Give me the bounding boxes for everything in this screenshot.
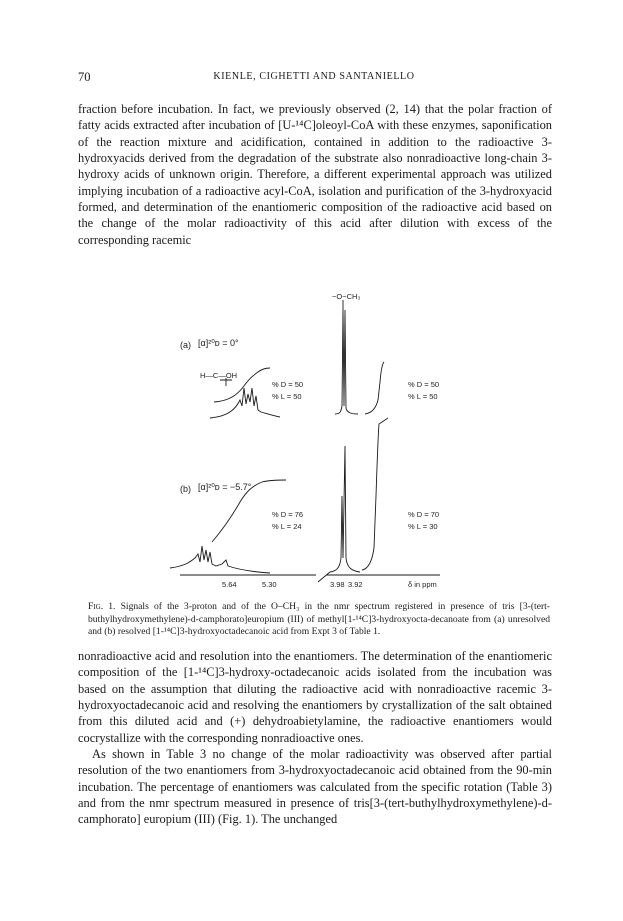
figure-caption [88, 601, 550, 639]
nmr-figure [140, 292, 500, 598]
methoxy-label: −O−CH₃ [332, 292, 361, 301]
panel-b-integral-right [362, 418, 388, 570]
paragraph-2: nonradioactive acid and resolution into the enantiomers. The determination of the enantiomeric composition of the [1-¹⁴C]3-hydroxy-octadecanoic acids isolated from the incubation was based on the assumption that diluting the radioactive acid with nonradioactive racemic 3-hydroxyoctadecanoic acid and resolving the enantiomers by crystallization of the salt obtained from this diluted acid and (+) dehydroabietylamine, the radioactive enantiomers would cocrystallize with the corresponding nonradioactive ones. [78, 649, 552, 745]
panel-b-right-d-percent: % D = 70 [408, 510, 440, 519]
panel-b-rotation: [α]²⁰ᴅ = −5.7° [198, 482, 252, 492]
paragraph-1: fraction before incubation. In fact, we previously observed (2, 14) that the polar fraction of fatty acids extracted after incubation of [U-¹⁴C]oleoyl-CoA with these enzymes, saponification of the reaction mixture and acidification, contained in addition to the radioactive 3-hydroxyacids derived from the degradation of the substrate also nonradioactive long-chain 3-hydroxy acids of unknown origin. Therefore, a different experimental approach was utilized implying incubation of a radioactive acyl-CoA, isolation and purification of the 3-hydroxyacid formed, and determination of the enantiomeric composition of the radioactive acid based on the change of the molar radioactivity of this acid after dilution with excess of the corresponding racemic [78, 102, 552, 247]
axis-tick-5-64: 5.64 [222, 580, 237, 589]
figure-caption-text: Signals of the 3-proton and of the O–CH₃ in the nmr spectrum registered in presence of tris [3-(tert-buthylhydroxymethylene)-d-camphorato]europium (III) of methyl[1-¹⁴C]3-hydroxyocta-decanoate from (a) unresolved and (b) resolved [1-¹⁴C]3-hydroxyoctadecanoic acid from Expt 3 of Table 1. [88, 601, 551, 638]
panel-a-left-l-percent: % L = 50 [272, 392, 302, 401]
panel-b-right-l-percent: % L = 30 [408, 522, 438, 531]
panel-a-multiplet [210, 388, 280, 418]
ppm-axis-line [180, 572, 440, 582]
panel-a-rotation: [α]²⁰ᴅ = 0° [198, 338, 239, 348]
panel-a-right-d-percent: % D = 50 [408, 380, 440, 389]
body-text-bottom [78, 648, 552, 828]
panel-b-methoxy-peaks [330, 446, 360, 572]
page-number: 70 [78, 70, 91, 84]
panel-a-integral-right [365, 362, 384, 414]
figure-caption-label: Fig. 1. [88, 601, 116, 612]
body-text-top [78, 101, 552, 248]
axis-unit-label: δ in ppm [408, 580, 437, 589]
panel-a-right-l-percent: % L = 50 [408, 392, 438, 401]
running-head: KIENLE, CIGHETTI AND SANTANIELLO [213, 71, 415, 82]
panel-a-left-d-percent: % D = 50 [272, 380, 304, 389]
panel-b-left-l-percent: % L = 24 [272, 522, 302, 531]
nmr-spectrum-drawing [140, 296, 500, 598]
paragraph-3: As shown in Table 3 no change of the molar radioactivity was observed after partial resolution of the two enantiomers from 3-hydroxyoctadecanoic acid obtained from the 90-min incubation. The percentage of enantiomers was calculated from the specific rotation (Table 3) and from the nmr spectrum measured in presence of tris[3-(tert-buthylhydroxymethylene)-d-camphorato] europium (III) (Fig. 1). The unchanged [78, 747, 552, 827]
panel-a-label: (a) [180, 340, 191, 350]
page-header [78, 70, 550, 86]
axis-tick-3-98: 3.98 [330, 580, 345, 589]
axis-tick-3-92: 3.92 [348, 580, 363, 589]
panel-b-left-d-percent: % D = 76 [272, 510, 304, 519]
axis-tick-5-30: 5.30 [262, 580, 277, 589]
panel-b-multiplet [170, 546, 270, 573]
panel-b-label: (b) [180, 484, 191, 494]
panel-a-methoxy-peaks [335, 308, 358, 414]
panel-a-hydroxyl-label: H—C—OH [200, 371, 238, 380]
